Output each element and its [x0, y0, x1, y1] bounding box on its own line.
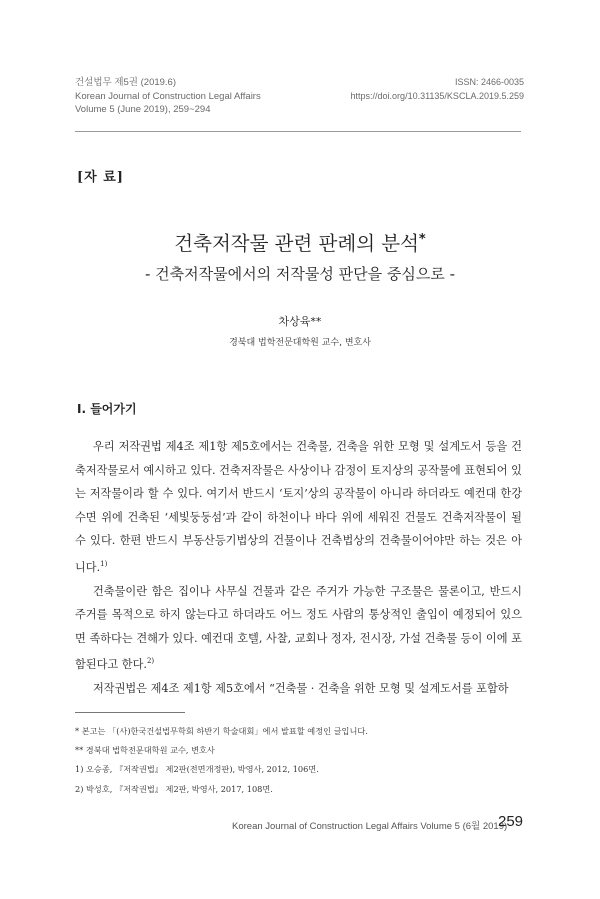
footnote: ** 경북대 법학전문대학원 교수, 변호사	[75, 745, 215, 756]
journal-identifiers	[351, 76, 524, 103]
section-heading: Ⅰ. 들어가기	[77, 402, 137, 416]
footer-journal: Korean Journal of Construction Legal Affairs Volume 5 (6월 2019)	[232, 821, 508, 832]
paper-title-text: 건축저작물 관련 판례의 분석	[174, 232, 419, 255]
doi-link[interactable]: https://doi.org/10.31135/KSCLA.2019.5.259	[350, 90, 524, 101]
paper-subtitle: - 건축저작물에서의 저작물성 판단을 중심으로 -	[145, 265, 455, 283]
header-divider	[75, 131, 521, 132]
section-label: [자 료]	[77, 170, 124, 185]
journal-line-1: 건설법무 제5권 (2019.6)	[75, 77, 177, 88]
footnote: 2) 박성호, 『저작권법』 제2판, 박영사, 2017, 108면.	[75, 783, 273, 794]
paper-title	[0, 228, 600, 256]
journal-line-3: Volume 5 (June 2019), 259~294	[75, 104, 211, 115]
paragraph	[75, 435, 522, 580]
author-affiliation: 경북대 법학전문대학원 교수, 변호사	[229, 338, 371, 348]
journal-line-2: Korean Journal of Construction Legal Affairs	[75, 90, 261, 102]
footnote-divider	[75, 712, 185, 713]
footnote-ref[interactable]: 1)	[100, 559, 108, 568]
body-text	[75, 435, 522, 701]
paragraph-text: 건축물이란 함은 집이나 사무실 건물과 같은 주거가 가능한 구조물은 물론이고, 반드시 주거를 목적으로 하지 않는다고 하더라도 어느 정도 사람의 통상적인 출입이 예정되어 있으면 족하다는 견해가 있다. 예컨대 호텔, 사찰, 교회나 정자, 전시장, 가설 건축물 등이 이에 포함된다고 한다.	[75, 584, 522, 672]
journal-citation	[75, 76, 261, 117]
page-number: 259	[498, 813, 524, 830]
paragraph	[75, 580, 522, 677]
paragraph	[75, 677, 522, 701]
author-name: 차상육**	[278, 315, 322, 328]
footnote: 1) 오승종, 『저작권법』 제2판(전면개정판), 박영사, 2012, 106면.	[75, 764, 319, 775]
footnote-ref[interactable]: 2)	[146, 657, 155, 666]
footnotes	[75, 722, 522, 799]
footnote: * 본고는 「(사)한국건설법무학회 하반기 학술대회」에서 발표할 예정인 글입니다.	[75, 726, 368, 736]
paragraph-text: 우리 저작권법 제4조 제1항 제5호에서는 건축물, 건축을 위한 모형 및 설계도서 등을 건축저작물로서 예시하고 있다. 건축저작물은 사상이나 감정이 토지상의 공작물에 표현되어 있는 저작물이라 할 수 있다. 여기서 반드시 ‘토지’상의 공작물이 아니라 하더라도 예컨대 한강수면 위에 건축된 ‘세빛둥둥섬’과 같이 하천이나 바다 위에 세워진 건물도 건축저작물이 될 수 있다. 한편 반드시 부동산등기법상의 건물이나 건축법상의 건축물이어야만 하는 것은 아니다.	[75, 440, 522, 574]
issn: ISSN: 2466-0035	[454, 77, 524, 87]
title-footnote-mark[interactable]: *	[418, 232, 426, 247]
paragraph-text: 저작권법은 제4조 제1항 제5호에서 “건축물 · 건축을 위한 모형 및 설계도서를 포함하	[93, 681, 509, 695]
